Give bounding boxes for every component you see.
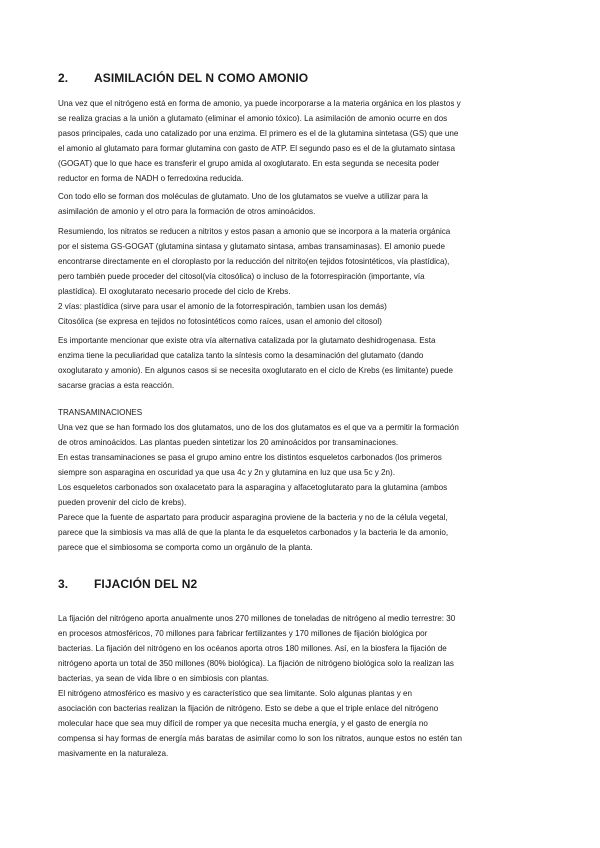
- text-line: En estas transaminaciones se pasa el grupo amino entre los distintos esqueletos carbonados (los primeros: [58, 453, 442, 462]
- section-number: 2.: [58, 71, 69, 85]
- text-line: pueden provenir del ciclo de krebs).: [58, 498, 187, 507]
- text-line: bacterias. La fijación del nitrógeno en los océanos aporta otros 180 millones. Así, en la biosfera la fijación de: [58, 644, 447, 653]
- text-line: (GOGAT) que lo que hace es transferir el grupo amida al oxoglutarato. En esta segunda se necesita poder: [58, 159, 440, 168]
- paragraph: [58, 405, 516, 555]
- text-line: siempre son asparagina en oscuridad ya que usa 4c y 2n y glutamina en luz que usa 5c y 2n).: [58, 468, 395, 477]
- text-line: pasos principales, cada uno catalizado por una enzima. El primero es el de la glutamina sintetasa (GS) que une: [58, 129, 459, 138]
- paragraph: [58, 189, 516, 219]
- text-line: asimilación de amonio y el otro para la formación de otros aminoácidos.: [58, 207, 316, 216]
- section-2-heading: [58, 71, 308, 85]
- text-line: Resumiendo, los nitratos se reducen a nitritos y estos pasan a amonio que se incorpora a la materia orgánica: [58, 227, 451, 236]
- text-line: Citosólica (se expresa en tejidos no fotosintéticos como raíces, usan el amonio del citosol): [58, 317, 382, 326]
- text-line: por el sistema GS-GOGAT (glutamina sintasa y glutamato sintasa, ambas transaminasas). El amonio puede: [58, 242, 446, 251]
- paragraph: [58, 224, 516, 329]
- text-line: nitrógeno aporta un total de 350 millones (80% biológica). La fijación de nitrógeno biológica solo la realizan las: [58, 659, 454, 668]
- text-line: Los esqueletos carbonados son oxalacetato para la asparagina y alfacetoglutarato para la glutamina (ambos: [58, 483, 448, 492]
- section-3-heading: [58, 577, 197, 591]
- text-line: parece que el simbiosoma se comporta como un orgánulo de la planta.: [58, 543, 313, 552]
- text-line: oxoglutarato y amonio). En algunos casos si se necesita oxoglutarato en el ciclo de Krebs (es limitante) puede: [58, 366, 454, 375]
- text-line: encontrarse directamente en el cloroplasto por la reducción del nitrito(en tejidos fotosintéticos, vía plastídica),: [58, 257, 450, 266]
- text-line: bacterias, ya sean de vida libre o en simbiosis con plantas.: [58, 674, 270, 683]
- text-line: La fijación del nitrógeno aporta anualmente unos 270 millones de toneladas de nitrógeno al medio terrestre: 30: [58, 614, 456, 623]
- paragraph: [58, 333, 516, 393]
- text-line: enzima tiene la peculiaridad que cataliza tanto la síntesis como la desaminación del glutamato (dando: [58, 351, 424, 360]
- text-line: asociación con bacterias realizan la fijación de nitrógeno. Esto se debe a que el triple enlace del nitrógeno: [58, 704, 439, 713]
- section-title: FIJACIÓN DEL N2: [94, 577, 198, 591]
- section-title: ASIMILACIÓN DEL N COMO AMONIO: [94, 71, 309, 85]
- text-line: sacarse gracias a esta reacción.: [58, 381, 175, 390]
- text-line: Parece que la fuente de aspartato para producir asparagina proviene de la bacteria y no de la célula vegetal,: [58, 513, 448, 522]
- text-line: 2 vías: plastídica (sirve para usar el amonio de la fotorrespiración, tambien usan los demás): [58, 302, 387, 311]
- section-number: 3.: [58, 577, 69, 591]
- text-line: de otros aminoácidos. Las plantas pueden sintetizar los 20 aminoácidos por transaminaciones.: [58, 438, 399, 447]
- text-line: compensa si hay formas de energía más baratas de asimilar como lo son los nitratos, aunque estos no estén tan: [58, 734, 463, 743]
- text-line: se realiza gracias a la unión a glutamato (eliminar el amonio tóxico). La asimilación de amonio ocurre en dos: [58, 114, 448, 123]
- text-line: Es importante mencionar que existe otra vía alternativa catalizada por la glutamato deshidrogenasa. Esta: [58, 336, 436, 345]
- text-line: Una vez que se han formado los dos glutamatos, uno de los dos glutamatos es el que va a permitir la formación: [58, 423, 459, 432]
- paragraph: [58, 611, 516, 761]
- text-line: en procesos atmosféricos, 70 millones para fabricar fertilizantes y 170 millones de fijación biológica por: [58, 629, 428, 638]
- text-line: el amonio al glutamato para formar glutamina con gasto de ATP. El segundo paso es el de la glutamato sintasa: [58, 144, 455, 153]
- subheading: TRANSAMINACIONES: [58, 408, 143, 417]
- text-line: masivamente en la naturaleza.: [58, 749, 169, 758]
- text-line: plastídica). El oxoglutarato necesario procede del ciclo de Krebs.: [58, 287, 291, 296]
- text-line: Con todo ello se forman dos moléculas de glutamato. Uno de los glutamatos se vuelve a utilizar para la: [58, 192, 428, 201]
- text-line: reductor en forma de NADH o ferredoxina reducida.: [58, 174, 244, 183]
- paragraph: [58, 96, 516, 186]
- text-line: pero también puede proceder del citosol(vía citosólica) o incluso de la fotorrespiración (importante, vía: [58, 272, 425, 281]
- text-line: Una vez que el nitrógeno está en forma de amonio, ya puede incorporarse a la materia orgánica en los plastos y: [58, 99, 461, 108]
- text-line: molecular hace que sea muy difícil de romper ya que necesita mucha energía, y el gasto de energía no: [58, 719, 428, 728]
- text-line: El nitrógeno atmosférico es masivo y es característico que sea limitante. Solo algunas plantas y en: [58, 689, 413, 698]
- text-line: parece que la simbiosis va mas allá de que la planta le da esqueletos carbonados y la bacteria le da amonio,: [58, 528, 449, 537]
